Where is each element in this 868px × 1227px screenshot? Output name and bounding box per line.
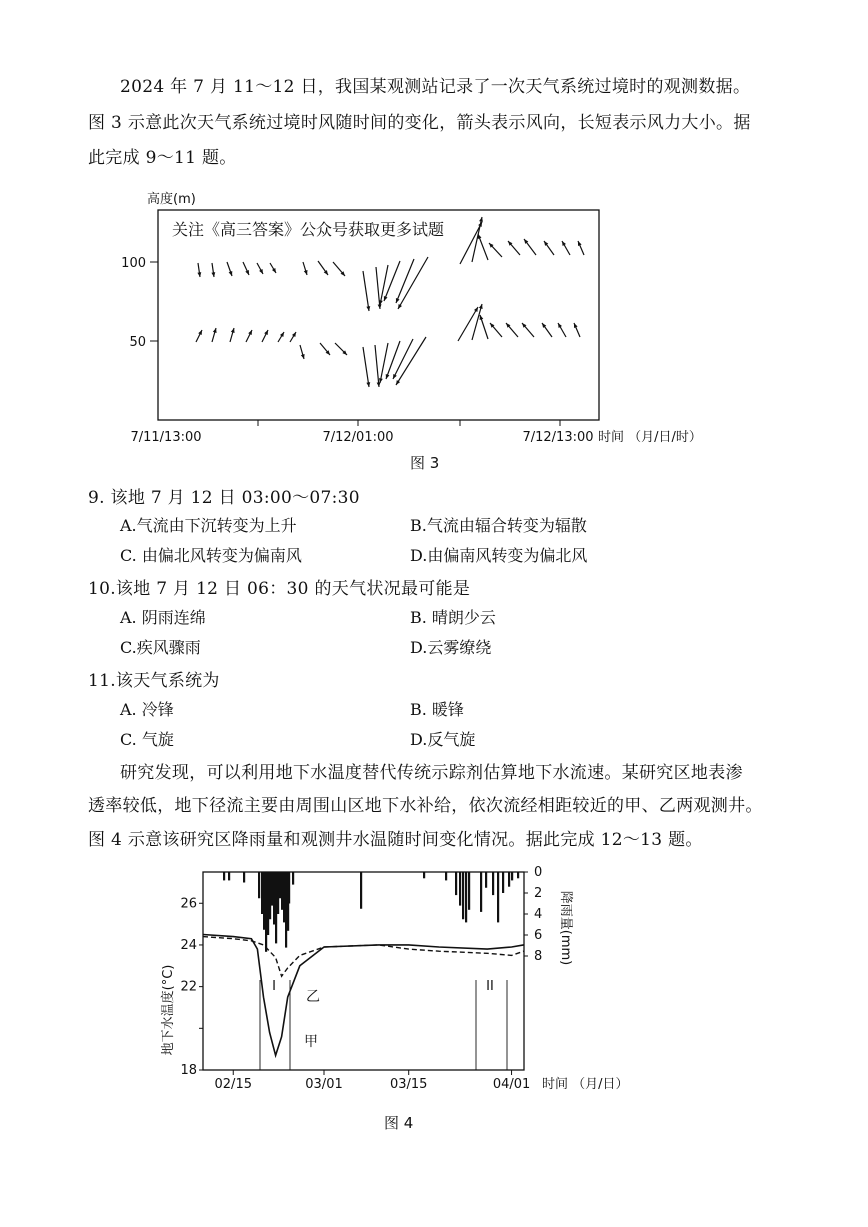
intro1-line3: 此完成 9～11 题。 (88, 148, 237, 168)
q10-option-d: D.云雾缭绕 (410, 638, 492, 657)
fig3-ylabel: 高度(m) (147, 192, 196, 207)
rainfall-bar (271, 872, 273, 906)
rainfall-bar (261, 872, 263, 914)
wind-arrow (562, 241, 570, 255)
wind-arrow (506, 323, 518, 337)
fig3-xlabel: 时间 （月/日/时） (598, 430, 702, 445)
wind-arrow (262, 330, 268, 342)
rainfall-bar (277, 872, 279, 914)
intro2-line1: 研究发现，可以利用地下水温度替代传统示踪剂估算地下水流速。某研究区地表渗 (120, 763, 743, 783)
x-tick-label: 03/15 (389, 1077, 428, 1092)
wind-arrow (318, 261, 328, 275)
rainfall-bar (269, 872, 271, 919)
q10-option-c: C.疾风骤雨 (120, 638, 201, 657)
wind-arrow (384, 261, 400, 301)
wind-arrow (270, 263, 276, 273)
wind-arrow (578, 241, 584, 255)
intro2-line2: 透率较低，地下径流主要由周围山区地下水补给，依次流经相距较近的甲、乙两观测井。 (88, 796, 763, 816)
rainfall-bar (273, 872, 275, 925)
q11-option-b: B. 暖锋 (410, 700, 464, 719)
rainfall-bar (459, 872, 461, 906)
wind-arrow (458, 307, 478, 341)
rainfall-bar (497, 872, 499, 922)
series-jia-line (203, 935, 524, 1056)
intro1-line2: 图 3 示意此次天气系统过境时风随时间的变化，箭头表示风向，长短表示风力大小。据 (88, 113, 751, 133)
q9-option-b: B.气流由辐合转变为辐散 (410, 516, 587, 535)
rainfall-bar (267, 872, 269, 935)
fig4-xlabel: 时间 （月/日） (542, 1077, 629, 1092)
wind-arrow (558, 323, 566, 337)
q11-option-d: D.反气旋 (410, 730, 476, 749)
rainfall-bar (258, 872, 260, 898)
period-2-label: II (486, 979, 494, 994)
wind-arrow (544, 241, 554, 255)
x-tick-label: 02/15 (214, 1077, 252, 1092)
wind-arrow (243, 262, 249, 275)
rainfall-bar (445, 872, 447, 880)
wind-arrow (227, 262, 232, 276)
wind-arrow (490, 323, 502, 337)
q9-option-d: D.由偏南风转变为偏北风 (410, 546, 588, 565)
wind-arrow (320, 343, 330, 355)
wind-arrows (196, 217, 584, 387)
wind-arrow (212, 328, 217, 342)
intro1-line1: 2024 年 7 月 11～12 日，我国某观测站记录了一次天气系统过境时的观测数据。 (120, 77, 751, 97)
wind-arrow (196, 330, 202, 342)
fig3-caption: 图 3 (410, 454, 440, 472)
y-right-tick-label: 6 (534, 928, 543, 943)
wind-arrow (574, 323, 580, 337)
wind-arrow (386, 341, 400, 379)
y-right-tick-label: 0 (534, 865, 543, 880)
rainfall-bar (279, 872, 281, 898)
wind-arrow (478, 234, 488, 260)
rainfall-bars (223, 872, 519, 952)
y-right-tick-label: 4 (534, 907, 543, 922)
q9-stem: 9. 该地 7 月 12 日 03:00～07:30 (88, 488, 360, 508)
rainfall-bar (265, 872, 267, 952)
rainfall-bar (423, 872, 425, 878)
wind-arrow (542, 323, 552, 337)
wind-arrow (379, 265, 388, 305)
fig3-xtick-1: 7/11/13:00 (130, 430, 202, 445)
wind-arrow (211, 263, 215, 277)
rainfall-bar (281, 872, 283, 910)
wind-arrow (303, 262, 308, 275)
series-yi-label: 乙 (306, 989, 320, 1005)
fig3-frame (158, 210, 599, 420)
wind-arrow (333, 262, 345, 276)
wind-arrow (398, 257, 428, 309)
rainfall-bar (492, 872, 494, 895)
q11-option-a: A. 冷锋 (120, 700, 174, 719)
q9-option-c: C. 由偏北风转变为偏南风 (120, 546, 302, 565)
y-right-tick-label: 2 (534, 886, 543, 901)
wind-arrow (230, 328, 235, 342)
rainfall-bar (502, 872, 504, 893)
q9-option-a: A.气流由下沉转变为上升 (120, 516, 297, 535)
rainfall-bar (468, 872, 470, 910)
intro2-line3: 图 4 示意该研究区降雨量和观测井水温随时间变化情况。据此完成 12～13 题。 (88, 830, 703, 850)
y-right-tick-label: 8 (534, 949, 543, 964)
fig4-caption: 图 4 (384, 1114, 414, 1132)
y-left-tick-label: 26 (180, 896, 197, 912)
fig3-ytick-50: 50 (129, 335, 146, 350)
x-tick-label: 04/01 (492, 1077, 531, 1092)
series-jia-label: 甲 (304, 1034, 318, 1050)
rainfall-bar (292, 872, 294, 885)
wind-arrow (278, 332, 284, 342)
rainfall-bar (360, 872, 362, 909)
q11-stem: 11.该天气系统为 (88, 671, 220, 691)
rainfall-bar (243, 872, 245, 883)
rainfall-bar (283, 872, 285, 922)
figure-3 (0, 185, 868, 445)
wind-arrow (363, 347, 370, 387)
y-left-tick-label: 24 (180, 937, 197, 953)
fig4-ylabel-left: 地下水温度(°C) (161, 964, 176, 1056)
wind-arrow (335, 343, 347, 355)
wind-arrow (524, 239, 536, 255)
wind-arrow (508, 241, 520, 255)
wind-arrow (246, 330, 252, 342)
rainfall-bar (462, 872, 464, 919)
series-yi-line (203, 937, 524, 977)
fig3-xtick-3: 7/12/13:00 (522, 430, 594, 445)
q11-option-c: C. 气旋 (120, 730, 174, 749)
fig3-watermark: 关注《高三答案》公众号获取更多试题 (172, 220, 445, 239)
rainfall-bar (288, 872, 290, 904)
rainfall-bar (485, 872, 487, 888)
fig3-xtick-2: 7/12/01:00 (322, 430, 394, 445)
wind-arrow (489, 243, 502, 257)
y-left-tick-label: 18 (180, 1063, 197, 1078)
fig3-ytick-100: 100 (121, 256, 146, 271)
rainfall-bar (517, 872, 519, 878)
wind-arrow (480, 315, 488, 339)
rainfall-bar (275, 872, 277, 943)
wind-arrow (300, 345, 305, 359)
period-1-label: I (272, 979, 276, 994)
rainfall-bar (228, 872, 230, 880)
fig4-ylabel-right: 降雨量(mm) (558, 890, 573, 966)
wind-arrow (522, 323, 534, 337)
rainfall-bar (455, 872, 457, 895)
figure-4 (0, 860, 868, 1100)
wind-arrow (257, 263, 263, 274)
rainfall-bar (465, 872, 467, 922)
wind-arrow (460, 222, 482, 264)
rainfall-bar (263, 872, 265, 930)
rainfall-bar (480, 872, 482, 912)
rainfall-bar (508, 872, 510, 887)
rainfall-bar (511, 872, 513, 880)
rainfall-bar (285, 872, 287, 948)
y-left-tick-label: 22 (180, 979, 197, 995)
wind-arrow (290, 332, 296, 342)
rainfall-bar (223, 872, 225, 880)
q10-stem: 10.该地 7 月 12 日 06：30 的天气状况最可能是 (88, 579, 471, 599)
wind-arrow (363, 271, 370, 311)
wind-arrow (197, 263, 201, 277)
x-tick-label: 03/01 (305, 1077, 343, 1092)
q10-option-b: B. 晴朗少云 (410, 608, 496, 627)
q10-option-a: A. 阴雨连绵 (120, 608, 206, 627)
